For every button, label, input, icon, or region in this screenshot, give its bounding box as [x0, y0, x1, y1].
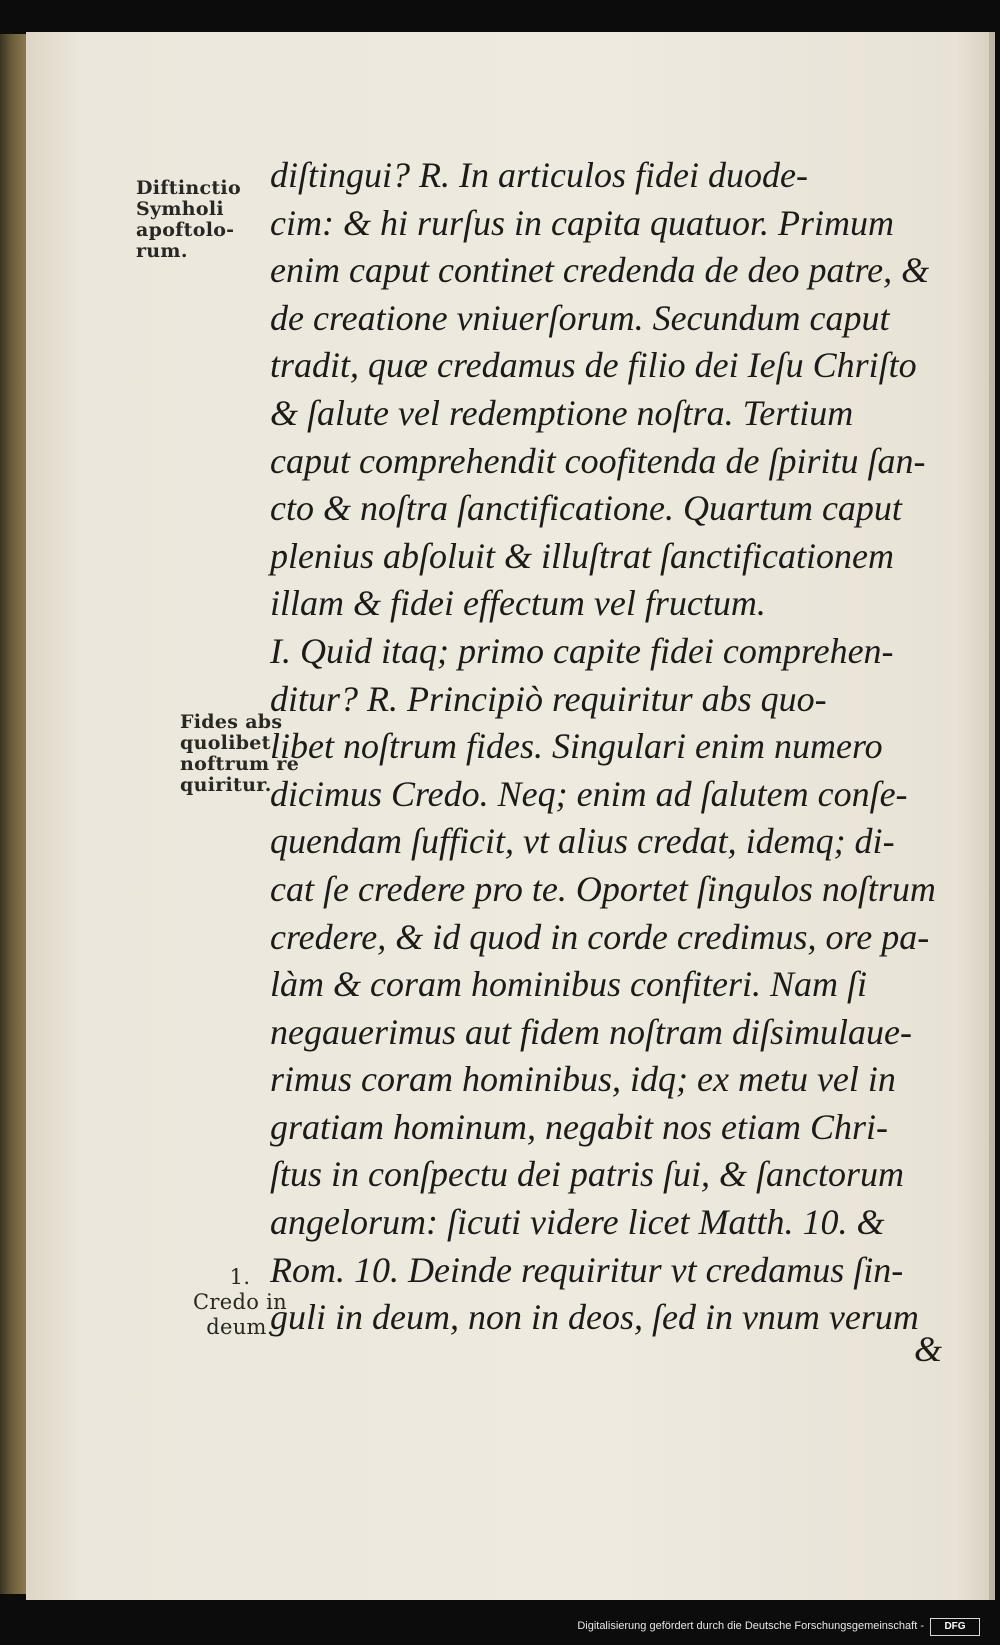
text-line: diſtingui? R. In articulos fidei duode- [270, 155, 808, 195]
text-line: I. Quid itaq; primo capite fidei comprehen- [270, 630, 894, 671]
text-line: dicimus Credo. Neq; enim ad ſalutem conſe- [270, 773, 908, 814]
text-line: gratiam hominum, negabit nos etiam Chri- [270, 1106, 888, 1147]
text-line: caput comprehendit coofitenda de ſpiritu ſan- [270, 440, 926, 481]
text-line: làm & coram hominibus confiteri. Nam ſi [270, 964, 867, 1005]
margin-note-line: noftrum re [180, 753, 300, 775]
catchword: & [913, 1329, 942, 1369]
margin-note-line: 1. [229, 1265, 251, 1289]
text-line: illam & fidei effectum vel fructum. [270, 583, 766, 624]
text-line: plenius abſoluit & illuſtrat ſanctificationem [270, 535, 894, 576]
text-line: rimus coram hominibus, idq; ex metu vel in [270, 1059, 896, 1100]
text-line: Rom. 10. Deinde requiritur vt credamus ſin- [270, 1249, 904, 1290]
margin-note-line: quolibet [180, 732, 271, 754]
text-line: & ſalute vel redemptione noſtra. Tertium [270, 392, 854, 433]
book-binding [0, 34, 26, 1594]
text-line: enim caput continet credenda de deo patre, & [270, 250, 930, 291]
text-line: tradit, quæ credamus de filio dei Ieſu Chriſto [270, 345, 917, 386]
digitization-credit: Digitalisierung gefördert durch die Deutsche Forschungsgemeinschaft - [577, 1620, 924, 1632]
margin-note-line: Diftinctio [136, 177, 241, 199]
text-line: ſtus in conſpectu dei patris ſui, & ſanctorum [270, 1154, 904, 1195]
text-line: credere, & id quod in corde credimus, ore pa- [270, 916, 930, 957]
margin-note-line: quiritur. [180, 774, 272, 796]
page-edge [989, 32, 995, 1600]
text-line: angelorum: ſicuti videre licet Matth. 10. & [270, 1202, 885, 1243]
text-line: ditur? R. Principiò requiritur abs quo- [270, 678, 827, 719]
margin-note-line: apoftolo- [136, 219, 235, 241]
margin-note-line: rum. [136, 240, 188, 262]
dfg-logo: DFG [930, 1618, 980, 1636]
text-line: quendam ſufficit, vt alius credat, idemq; di- [270, 821, 895, 862]
text-line: de creatione vniuerſorum. Secundum caput [270, 297, 890, 338]
text-line: cat ſe credere pro te. Oportet ſingulos noſtrum [270, 868, 936, 909]
body-text [270, 152, 960, 1342]
margin-note-line: Credo in [193, 1290, 287, 1314]
margin-note-line: Symholi [136, 198, 224, 220]
text-line: libet noſtrum fides. Singulari enim numero [270, 726, 883, 767]
margin-note-distinctio [136, 178, 241, 262]
text-line: guli in deum, non in deos, ſed in vnum verum [270, 1297, 919, 1338]
margin-note-line: Fides abs [180, 711, 283, 733]
text-line: cto & noſtra ſanctificatione. Quartum caput [270, 488, 902, 529]
text-line: negauerimus aut fidem noſtram diſsimulaue- [270, 1011, 912, 1052]
margin-note-line: deum. [206, 1315, 274, 1339]
text-line: cim: & hi rurſus in capita quatuor. Primum [270, 202, 895, 243]
